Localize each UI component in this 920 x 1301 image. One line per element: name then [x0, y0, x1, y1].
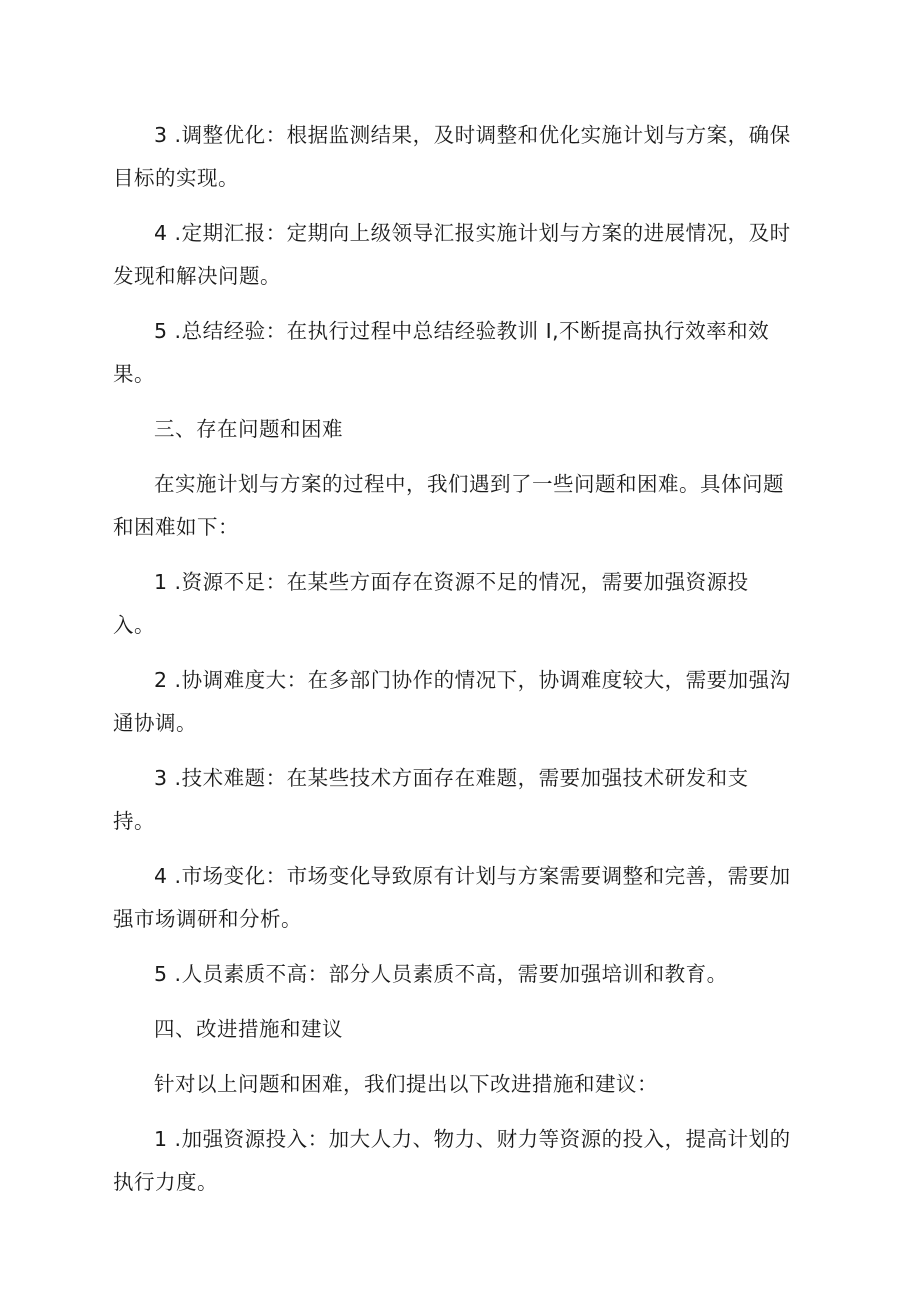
text-line: 执行力度。 — [113, 1170, 218, 1194]
text-line: 1 .加强资源投入：加大人力、物力、财力等资源的投入，提高计划的 — [154, 1127, 791, 1151]
paragraph-insufficient-resources — [113, 561, 813, 647]
text-line: 4 .定期汇报：定期向上级领导汇报实施计划与方案的进展情况，及时 — [154, 221, 791, 245]
section-heading-improvements — [113, 1008, 813, 1051]
text-line: 5 .总结经验：在执行过程中总结经验教训 I,不断提高执行效率和效 — [154, 319, 770, 343]
document-body — [113, 114, 813, 1216]
text-line: 3 .调整优化：根据监测结果，及时调整和优化实施计划与方案，确保 — [154, 123, 791, 147]
text-line: 目标的实现。 — [113, 166, 239, 190]
heading-text: 四、改进措施和建议 — [154, 1017, 343, 1041]
text-line: 强市场调研和分析。 — [113, 907, 302, 931]
paragraph-improvements-intro — [113, 1063, 813, 1106]
text-line: 通协调。 — [113, 711, 197, 735]
text-line: 持。 — [113, 809, 155, 833]
text-line: 3 .技术难题：在某些技术方面存在难题，需要加强技术研发和支 — [154, 766, 749, 790]
text-line: 在实施计划与方案的过程中，我们遇到了一些问题和困难。具体问题 — [154, 472, 784, 496]
paragraph-adjust-optimize — [113, 114, 813, 200]
paragraph-technical-problems — [113, 757, 813, 843]
text-line: 5 .人员素质不高：部分人员素质不高，需要加强培训和教育。 — [154, 962, 728, 986]
paragraph-strengthen-resources — [113, 1118, 813, 1204]
text-line: 针对以上问题和困难，我们提出以下改进措施和建议： — [154, 1072, 658, 1096]
paragraph-regular-report — [113, 212, 813, 298]
paragraph-staff-quality — [113, 953, 813, 996]
text-line: 1 .资源不足：在某些方面存在资源不足的情况，需要加强资源投 — [154, 570, 749, 594]
paragraph-problems-intro — [113, 463, 813, 549]
text-line: 入。 — [113, 613, 155, 637]
text-line: 果。 — [113, 362, 155, 386]
text-line: 4 .市场变化：市场变化导致原有计划与方案需要调整和完善，需要加 — [154, 864, 791, 888]
heading-text: 三、存在问题和困难 — [154, 417, 343, 441]
paragraph-market-changes — [113, 855, 813, 941]
section-heading-problems — [113, 408, 813, 451]
text-line: 发现和解决问题。 — [113, 264, 281, 288]
paragraph-summarize-experience — [113, 310, 813, 396]
text-line: 2 .协调难度大：在多部门协作的情况下，协调难度较大，需要加强沟 — [154, 668, 791, 692]
paragraph-coordination-difficulty — [113, 659, 813, 745]
text-line: 和困难如下： — [113, 515, 239, 539]
